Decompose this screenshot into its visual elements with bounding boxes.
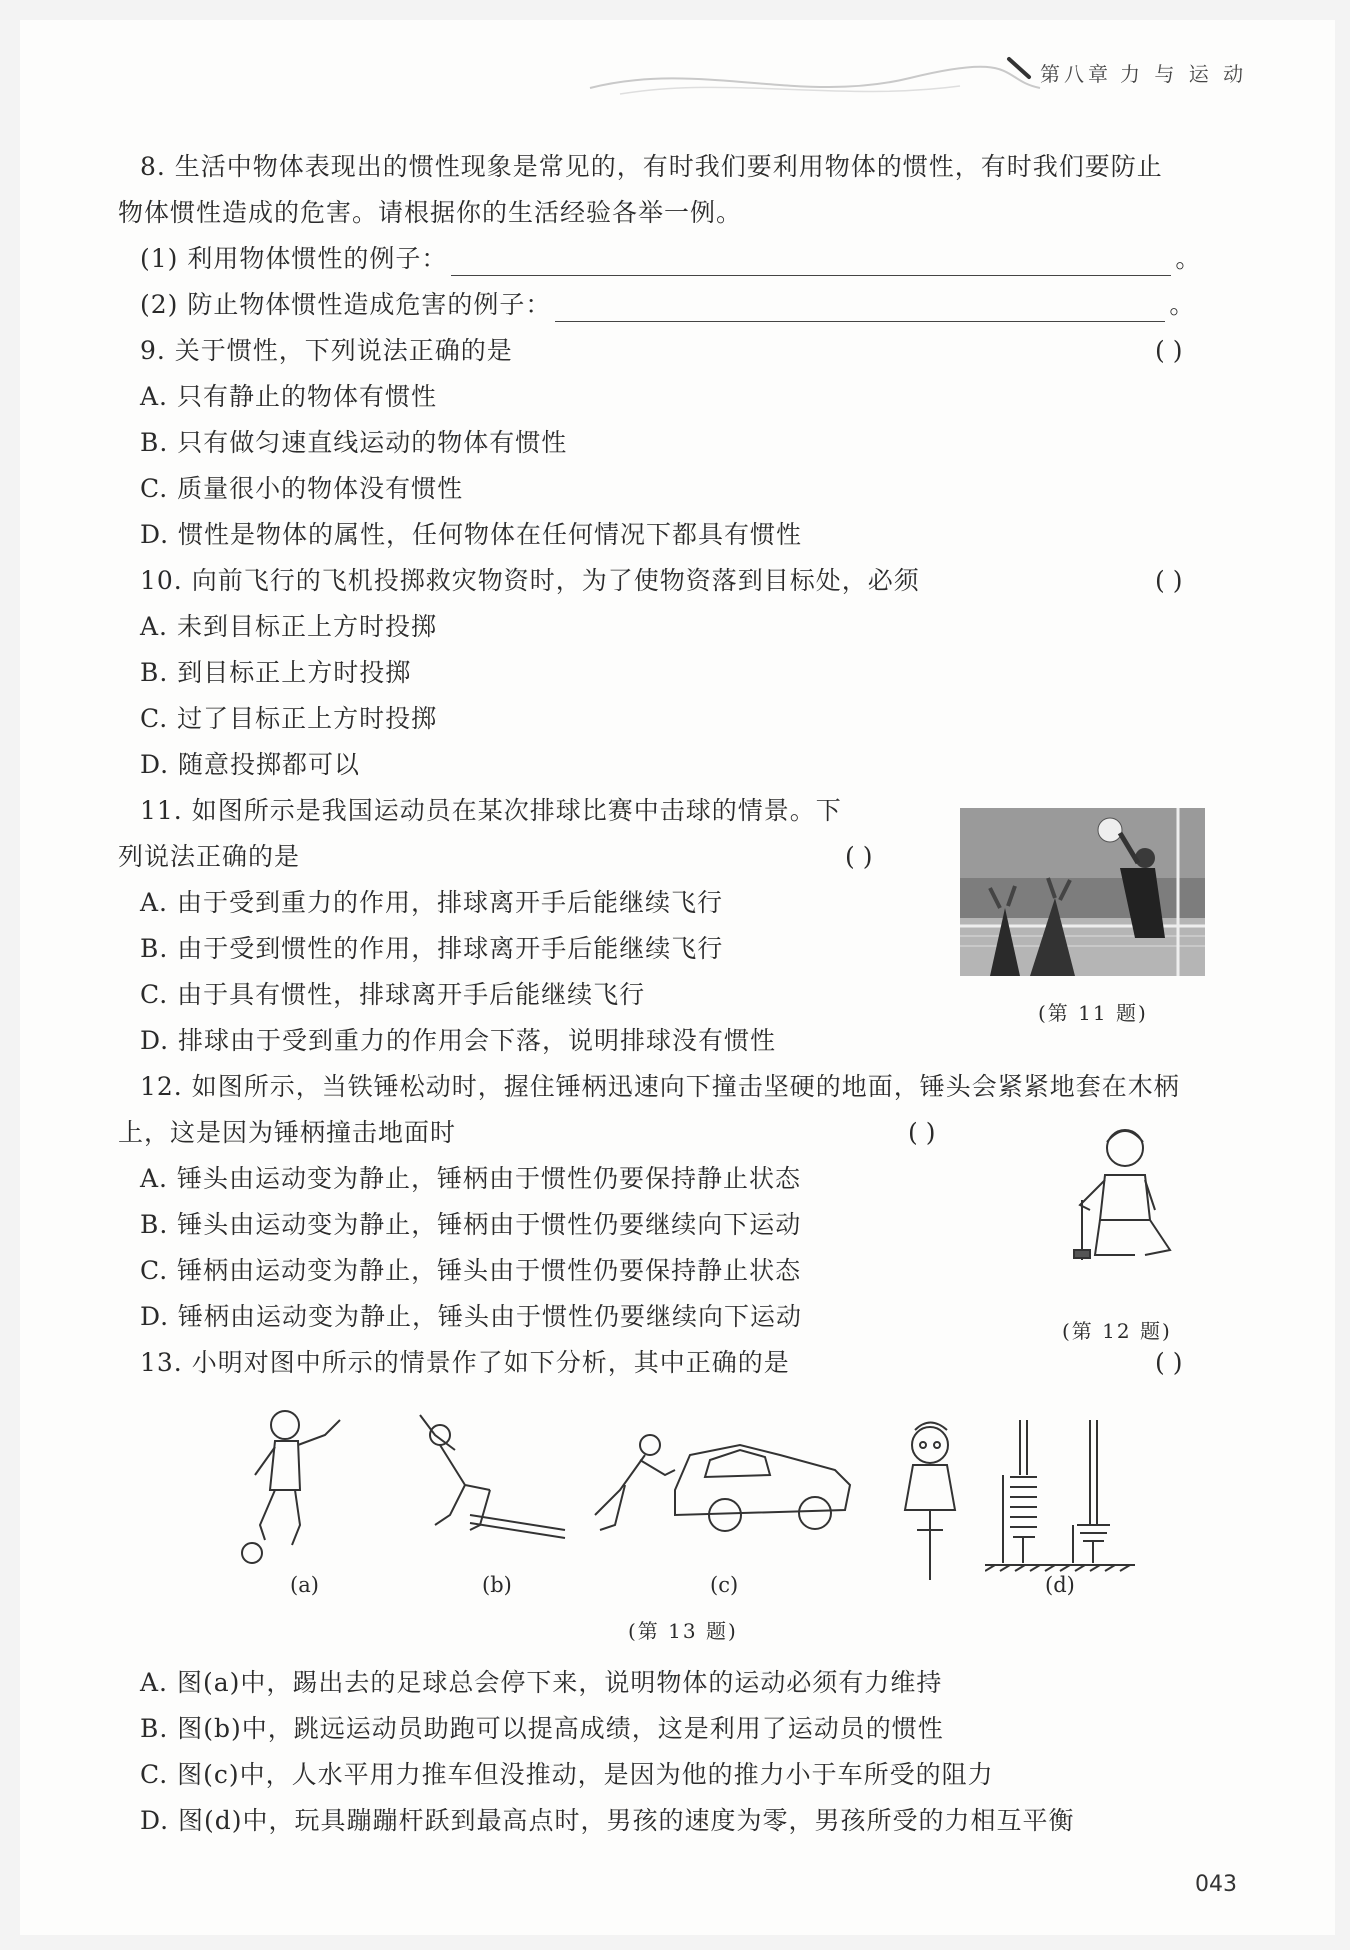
q9-option-a: A. 只有静止的物体有惯性	[140, 382, 437, 411]
q8-sub1-answer-blank[interactable]	[451, 249, 1171, 276]
page-number: 043	[1195, 1872, 1237, 1897]
q11-option-d: D. 排球由于受到重力的作用会下落，说明排球没有惯性	[140, 1026, 777, 1055]
q12-option-a: A. 锤头由运动变为静止，锤柄由于惯性仍要保持静止状态	[140, 1164, 801, 1193]
q9-option-d: D. 惯性是物体的属性，任何物体在任何情况下都具有惯性	[140, 520, 803, 549]
figure-d-label: (d)	[1045, 1573, 1075, 1597]
q12-option-c: C. 锤柄由运动变为静止，锤头由于惯性仍要保持静止状态	[140, 1256, 802, 1285]
q8-sub2	[140, 288, 1195, 322]
figure-b-label: (b)	[482, 1573, 512, 1597]
q9-stem: 9. 关于惯性，下列说法正确的是	[140, 336, 513, 365]
q10-option-a: A. 未到目标正上方时投掷	[140, 612, 437, 641]
q11-option-b: B. 由于受到惯性的作用，排球离开手后能继续飞行	[140, 934, 724, 963]
q12-answer-paren[interactable]: ( )	[908, 1118, 936, 1147]
q11-option-c: C. 由于具有惯性，排球离开手后能继续飞行	[140, 980, 646, 1009]
q13-option-d: D. 图(d)中，玩具蹦蹦杆跃到最高点时，男孩的速度为零，男孩所受的力相互平衡	[140, 1806, 1075, 1835]
header-wave-decoration	[580, 50, 1050, 100]
q8-sub2-answer-blank[interactable]	[555, 295, 1165, 322]
q13-option-c: C. 图(c)中，人水平用力推车但没推动，是因为他的推力小于车所受的阻力	[140, 1760, 994, 1789]
q13-option-b: B. 图(b)中，跳远运动员助跑可以提高成绩，这是利用了运动员的惯性	[140, 1714, 944, 1743]
header-title: 力 与 运 动	[1120, 62, 1248, 86]
q12-figure-caption: (第 12 题)	[1062, 1319, 1172, 1343]
q10-option-d: D. 随意投掷都可以	[140, 750, 361, 779]
figure-a-label: (a)	[290, 1573, 319, 1597]
q9-option-b: B. 只有做匀速直线运动的物体有惯性	[140, 428, 568, 457]
figure-b-long-jumper	[380, 1405, 570, 1555]
q11-stem-line1: 11. 如图所示是我国运动员在某次排球比赛中击球的情景。下	[140, 796, 842, 825]
volleyball-photo	[960, 808, 1205, 976]
q8-sub2-label: (2) 防止物体惯性造成危害的例子：	[140, 290, 552, 319]
q12-option-d: D. 锤柄由运动变为静止，锤头由于惯性仍要继续向下运动	[140, 1302, 803, 1331]
q8-sub1-end: 。	[1175, 244, 1202, 273]
q13-answer-paren[interactable]: ( )	[1155, 1348, 1183, 1377]
q12-option-b: B. 锤头由运动变为静止，锤柄由于惯性仍要继续向下运动	[140, 1210, 802, 1239]
q8-text-line1: 8. 生活中物体表现出的惯性现象是常见的，有时我们要利用物体的惯性，有时我们要防止	[140, 152, 1163, 181]
q8-sub1-label: (1) 利用物体惯性的例子：	[140, 244, 448, 273]
pencil-icon	[1005, 53, 1035, 83]
q10-option-b: B. 到目标正上方时投掷	[140, 658, 412, 687]
q9-option-c: C. 质量很小的物体没有惯性	[140, 474, 464, 503]
q10-answer-paren[interactable]: ( )	[1155, 566, 1183, 595]
q13-stem: 13. 小明对图中所示的情景作了如下分析，其中正确的是	[140, 1348, 790, 1377]
header-chapter: 第八章	[1040, 62, 1112, 86]
textbook-page	[20, 20, 1335, 1935]
q13-figure-caption: (第 13 题)	[628, 1619, 738, 1643]
q8-sub1	[140, 242, 1201, 276]
figure-c-label: (c)	[710, 1573, 739, 1597]
figure-c-man-pushing-car	[580, 1415, 870, 1555]
q12-stem-line1: 12. 如图所示，当铁锤松动时，握住锤柄迅速向下撞击坚硬的地面，锤头会紧紧地套在木柄	[140, 1072, 1180, 1101]
q9-answer-paren[interactable]: ( )	[1155, 336, 1183, 365]
hammer-boy-illustration	[1060, 1120, 1190, 1280]
q10-stem: 10. 向前飞行的飞机投掷救灾物资时，为了使物资落到目标处，必须	[140, 566, 920, 595]
q10-option-c: C. 过了目标正上方时投掷	[140, 704, 438, 733]
q8-sub2-end: 。	[1169, 290, 1196, 319]
q11-answer-paren[interactable]: ( )	[845, 842, 873, 871]
figure-a-soccer-player	[230, 1405, 350, 1565]
q8-text-line2: 物体惯性造成的危害。请根据你的生活经验各举一例。	[118, 198, 743, 227]
q11-figure-caption: (第 11 题)	[1038, 1001, 1148, 1025]
q11-stem-line2: 列说法正确的是	[118, 842, 301, 871]
figure-d-pogo-stick-diagram	[985, 1415, 1135, 1575]
q12-stem-line2: 上，这是因为锤柄撞击地面时	[118, 1118, 457, 1147]
q11-option-a: A. 由于受到重力的作用，排球离开手后能继续飞行	[140, 888, 723, 917]
figure-c-boy-on-pogo-stick	[885, 1415, 975, 1585]
q13-option-a: A. 图(a)中，踢出去的足球总会停下来，说明物体的运动必须有力维持	[140, 1668, 943, 1697]
